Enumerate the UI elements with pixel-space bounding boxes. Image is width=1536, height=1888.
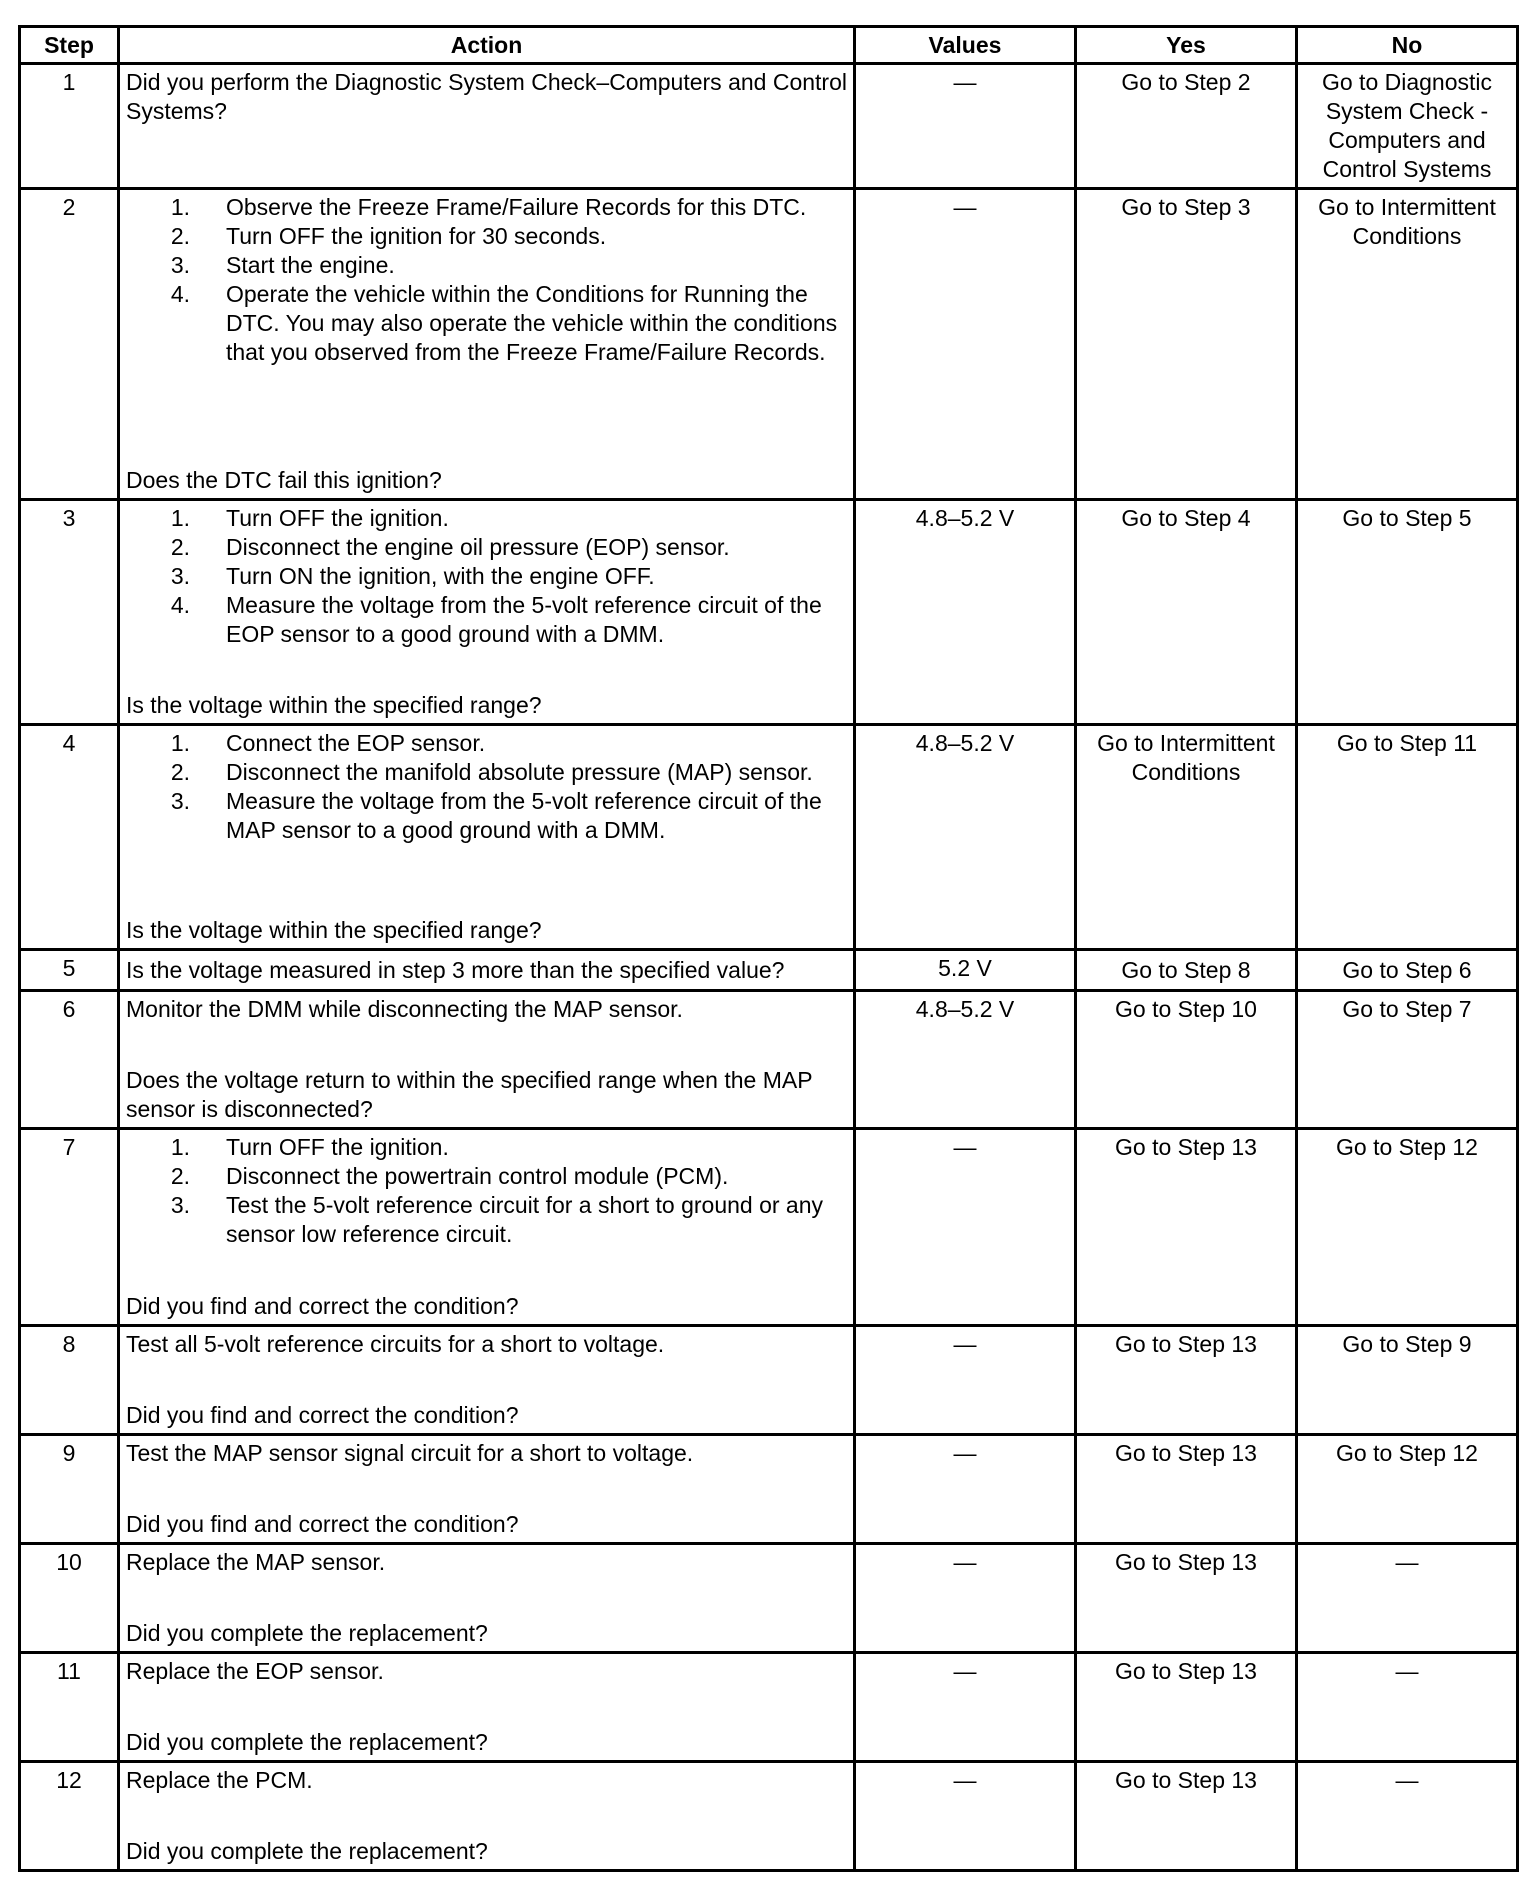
diagnostic-table (18, 25, 1519, 1872)
substep: 3. Test the 5-volt reference circuit for a short to ground or any sensor low reference circuit. (170, 1192, 824, 1247)
action-question: Did you complete the replacement? (126, 1838, 488, 1864)
yes-cell: Go to Step 3 (1076, 189, 1297, 500)
yes-cell: Go to Intermittent Conditions (1076, 725, 1297, 950)
substep: 1. Observe the Freeze Frame/Failure Records for this DTC. (170, 194, 807, 220)
substep: 1. Connect the EOP sensor. (170, 730, 486, 756)
action-intro: Monitor the DMM while disconnecting the MAP sensor. (126, 996, 683, 1022)
values-cell: — (855, 1544, 1076, 1653)
values-cell: — (855, 1435, 1076, 1544)
substep: 4. Operate the vehicle within the Conditions for Running the DTC. You may also operate the vehicle within the conditions that you observed from the Freeze Frame/Failure Records. (170, 281, 838, 365)
table-row (20, 1653, 1518, 1762)
yes-cell: Go to Step 13 (1076, 1129, 1297, 1326)
no-cell: Go to Step 9 (1297, 1326, 1518, 1435)
no-cell: Go to Diagnostic System Check - Computers and Control Systems (1297, 64, 1518, 189)
action-intro: Is the voltage measured in step 3 more than the specified value? (126, 956, 785, 983)
values-cell: — (855, 189, 1076, 500)
action-question: Is the voltage within the specified range? (126, 917, 542, 943)
no-cell: Go to Step 5 (1297, 500, 1518, 725)
table-row (20, 1762, 1518, 1871)
step-number: 8 (20, 1326, 119, 1435)
substep: 2. Disconnect the manifold absolute pressure (MAP) sensor. (170, 759, 813, 785)
table-row (20, 1435, 1518, 1544)
yes-cell: Go to Step 8 (1076, 950, 1297, 991)
substep: 2. Turn OFF the ignition for 30 seconds. (170, 223, 607, 249)
action-question: Did you find and correct the condition? (126, 1511, 519, 1537)
step-number: 12 (20, 1762, 119, 1871)
action-cell (119, 64, 855, 189)
substep: 3. Measure the voltage from the 5-volt reference circuit of the MAP sensor to a good ground with a DMM. (170, 788, 822, 843)
table-row (20, 500, 1518, 725)
values-cell: 4.8–5.2 V (855, 991, 1076, 1129)
step-number: 6 (20, 991, 119, 1129)
table-row (20, 64, 1518, 189)
table-row (20, 1544, 1518, 1653)
action-question: Did you find and correct the condition? (126, 1402, 519, 1428)
step-number: 7 (20, 1129, 119, 1326)
substep-list (126, 504, 847, 649)
no-cell: Go to Step 12 (1297, 1435, 1518, 1544)
no-cell: Go to Step 12 (1297, 1129, 1518, 1326)
substep: 2. Disconnect the engine oil pressure (EOP) sensor. (170, 534, 730, 560)
yes-cell: Go to Step 13 (1076, 1762, 1297, 1871)
action-intro: Replace the PCM. (126, 1767, 313, 1793)
no-cell: — (1297, 1762, 1518, 1871)
action-cell (119, 1653, 855, 1762)
yes-cell: Go to Step 13 (1076, 1544, 1297, 1653)
action-question: Is the voltage within the specified range? (126, 692, 542, 718)
action-cell (119, 1435, 855, 1544)
action-question: Does the DTC fail this ignition? (126, 467, 442, 493)
action-cell (119, 950, 855, 991)
action-intro: Did you perform the Diagnostic System Check–Computers and Control Systems? (126, 69, 847, 124)
no-cell: Go to Step 11 (1297, 725, 1518, 950)
yes-cell: Go to Step 2 (1076, 64, 1297, 189)
action-question: Did you complete the replacement? (126, 1620, 488, 1646)
substep: 4. Measure the voltage from the 5-volt reference circuit of the EOP sensor to a good ground with a DMM. (170, 592, 822, 647)
step-number: 4 (20, 725, 119, 950)
yes-cell: Go to Step 10 (1076, 991, 1297, 1129)
substep-list (126, 1133, 847, 1249)
table-row (20, 991, 1518, 1129)
substep: 2. Disconnect the powertrain control module (PCM). (170, 1163, 729, 1189)
yes-cell: Go to Step 13 (1076, 1326, 1297, 1435)
action-cell (119, 1544, 855, 1653)
table-row (20, 950, 1518, 991)
no-cell: Go to Intermittent Conditions (1297, 189, 1518, 500)
substep: 3. Start the engine. (170, 252, 395, 278)
step-number: 3 (20, 500, 119, 725)
action-cell (119, 189, 855, 500)
step-number: 5 (20, 950, 119, 991)
action-question: Did you find and correct the condition? (126, 1293, 519, 1319)
values-cell: — (855, 1129, 1076, 1326)
step-number: 11 (20, 1653, 119, 1762)
header-action: Action (119, 27, 855, 64)
header-step: Step (20, 27, 119, 64)
action-cell (119, 1129, 855, 1326)
action-intro: Replace the EOP sensor. (126, 1658, 384, 1684)
yes-cell: Go to Step 13 (1076, 1653, 1297, 1762)
diagnostic-table-container (18, 25, 1518, 1872)
yes-cell: Go to Step 13 (1076, 1435, 1297, 1544)
header-no: No (1297, 27, 1518, 64)
no-cell: — (1297, 1544, 1518, 1653)
action-cell (119, 500, 855, 725)
no-cell: — (1297, 1653, 1518, 1762)
values-cell: 4.8–5.2 V (855, 500, 1076, 725)
action-cell (119, 725, 855, 950)
table-row (20, 1326, 1518, 1435)
action-intro: Replace the MAP sensor. (126, 1549, 386, 1575)
substep-list (126, 193, 847, 367)
step-number: 2 (20, 189, 119, 500)
no-cell: Go to Step 7 (1297, 991, 1518, 1129)
substep-list (126, 729, 847, 845)
action-cell (119, 1326, 855, 1435)
step-number: 1 (20, 64, 119, 189)
substep: 1. Turn OFF the ignition. (170, 1134, 449, 1160)
values-cell: — (855, 1762, 1076, 1871)
table-row (20, 189, 1518, 500)
values-cell: 5.2 V (855, 950, 1076, 991)
no-cell: Go to Step 6 (1297, 950, 1518, 991)
action-intro: Test the MAP sensor signal circuit for a short to voltage. (126, 1440, 694, 1466)
values-cell: 4.8–5.2 V (855, 725, 1076, 950)
table-row (20, 725, 1518, 950)
action-question: Did you complete the replacement? (126, 1729, 488, 1755)
action-cell (119, 991, 855, 1129)
values-cell: — (855, 1326, 1076, 1435)
table-row (20, 1129, 1518, 1326)
substep: 3. Turn ON the ignition, with the engine OFF. (170, 563, 655, 589)
step-number: 9 (20, 1435, 119, 1544)
header-values: Values (855, 27, 1076, 64)
header-row (20, 27, 1518, 64)
action-cell (119, 1762, 855, 1871)
substep: 1. Turn OFF the ignition. (170, 505, 449, 531)
header-yes: Yes (1076, 27, 1297, 64)
action-question: Does the voltage return to within the specified range when the MAP sensor is disconnected? (126, 1067, 813, 1122)
values-cell: — (855, 1653, 1076, 1762)
values-cell: — (855, 64, 1076, 189)
yes-cell: Go to Step 4 (1076, 500, 1297, 725)
step-number: 10 (20, 1544, 119, 1653)
action-intro: Test all 5-volt reference circuits for a short to voltage. (126, 1331, 665, 1357)
